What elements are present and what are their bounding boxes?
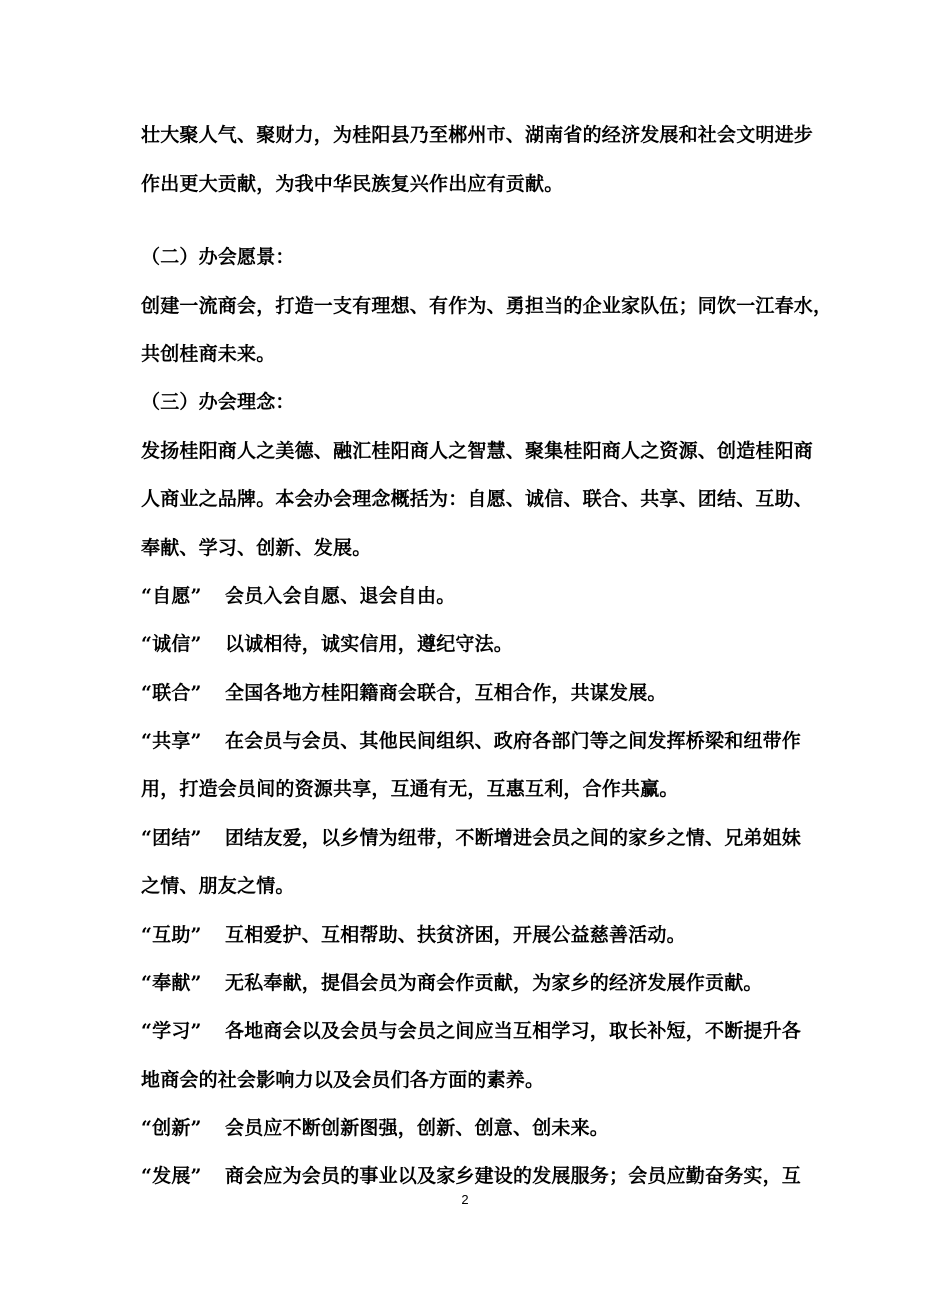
principle-xuexi-continuation: 地商会的社会影响力以及会员们各方面的素养。 — [141, 1069, 545, 1091]
principle-text: 全国各地方桂阳籍商会联合，互相合作，共谋发展。 — [225, 682, 667, 704]
principle-term: “创新” — [141, 1117, 202, 1139]
principle-term: “共享” — [141, 730, 202, 752]
principle-chuangxin — [141, 1116, 791, 1140]
vision-line-2: 共创桂商未来。 — [141, 343, 276, 365]
principle-text: 商会应为会员的事业以及家乡建设的发展服务；会员应勤奋务实，互 — [225, 1165, 802, 1187]
principle-gongxiang-continuation: 用，打造会员间的资源共享，互通有无，互惠互利，合作共赢。 — [141, 778, 679, 800]
principle-text: 在会员与会员、其他民间组织、政府各部门等之间发挥桥梁和纽带作 — [225, 730, 802, 752]
principle-term: “奉献” — [141, 972, 202, 994]
principle-text: 会员入会自愿、退会自由。 — [225, 585, 456, 607]
principle-term: “自愿” — [141, 585, 202, 607]
philosophy-line-1: 发扬桂阳商人之美德、融汇桂阳商人之智慧、聚集桂阳商人之资源、创造桂阳商 — [141, 440, 814, 462]
principle-ziyuan — [141, 584, 791, 608]
principle-lianhe — [141, 681, 791, 705]
principle-text: 互相爱护、互相帮助、扶贫济困，开展公益慈善活动。 — [225, 924, 686, 946]
principle-fengxian — [141, 971, 791, 995]
principle-term: “发展” — [141, 1165, 202, 1187]
intro-line-1: 壮大聚人气、聚财力，为桂阳县乃至郴州市、湖南省的经济发展和社会文明进步 — [141, 124, 814, 146]
principle-text: 团结友爱，以乡情为纽带，不断增进会员之间的家乡之情、兄弟姐妹 — [225, 827, 802, 849]
principle-tuanjie — [141, 826, 802, 850]
principle-text: 各地商会以及会员与会员之间应当互相学习，取长补短，不断提升各 — [225, 1020, 802, 1042]
philosophy-line-2: 人商业之品牌。本会办会理念概括为：自愿、诚信、联合、共享、团结、互助、 — [141, 488, 814, 510]
principle-term: “学习” — [141, 1020, 202, 1042]
principle-text: 无私奉献，提倡会员为商会作贡献，为家乡的经济发展作贡献。 — [225, 972, 763, 994]
principle-text: 以诚相待，诚实信用，遵纪守法。 — [225, 633, 514, 655]
principle-tuanjie-continuation: 之情、朋友之情。 — [141, 875, 295, 897]
principle-gongxiang — [141, 729, 802, 753]
page-number: 2 — [461, 1192, 469, 1207]
principle-text: 会员应不断创新图强，创新、创意、创未来。 — [225, 1117, 610, 1139]
vision-heading: （二）办会愿景： — [141, 246, 295, 268]
vision-line-1: 创建一流商会，打造一支有理想、有作为、勇担当的企业家队伍；同饮一江春水， — [141, 295, 833, 317]
principle-chengxin — [141, 632, 791, 656]
philosophy-line-3: 奉献、学习、创新、发展。 — [141, 537, 372, 559]
principle-huzhu — [141, 923, 791, 947]
principle-term: “诚信” — [141, 633, 202, 655]
principle-term: “互助” — [141, 924, 202, 946]
principle-fazhan — [141, 1164, 802, 1188]
principle-term: “联合” — [141, 682, 202, 704]
principle-xuexi — [141, 1019, 802, 1043]
intro-line-2: 作出更大贡献，为我中华民族复兴作出应有贡献。 — [141, 173, 564, 195]
principle-term: “团结” — [141, 827, 202, 849]
philosophy-heading: （三）办会理念： — [141, 391, 295, 413]
